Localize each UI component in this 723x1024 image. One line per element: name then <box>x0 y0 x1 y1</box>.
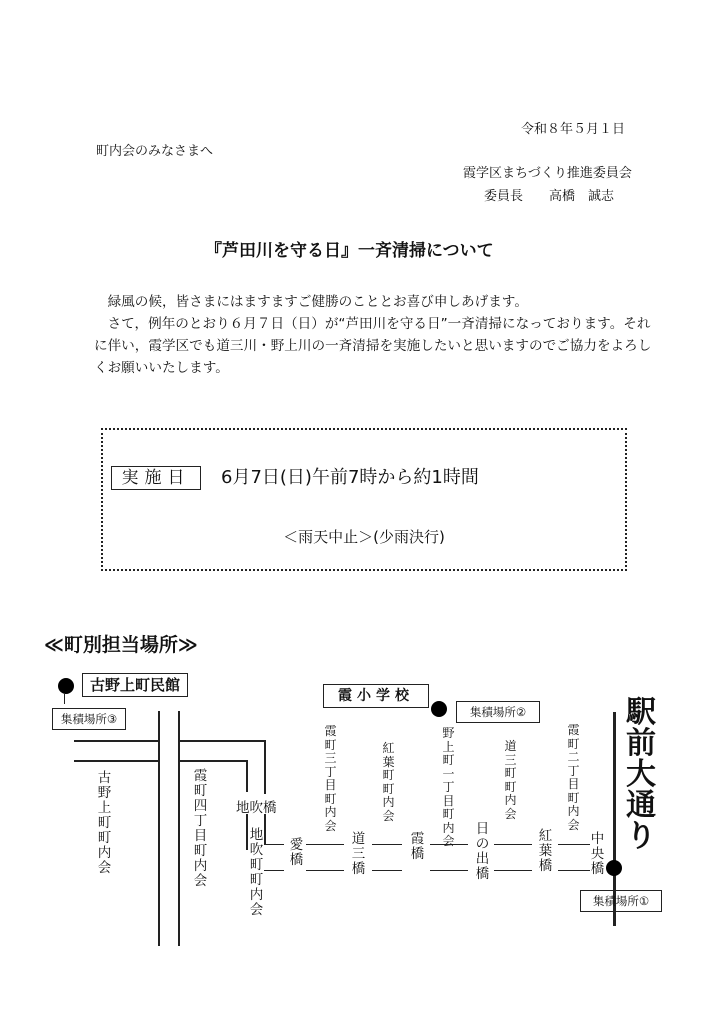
collection-point-2-label: 集積場所② <box>456 701 540 723</box>
river-line <box>306 844 344 845</box>
assoc-kasumi4: 霞町四丁目町内会 <box>193 768 208 889</box>
pointer-line <box>64 694 65 704</box>
road-line <box>180 760 246 762</box>
river-line <box>372 870 402 871</box>
river-line <box>264 814 266 844</box>
road-line <box>264 740 266 794</box>
body-text <box>94 291 654 379</box>
assoc-jifuki: 地吹町町内会 <box>249 827 264 918</box>
road-line <box>178 711 180 946</box>
kominkan-label: 古野上町民館 <box>82 673 188 697</box>
assoc-kasumi3: 霞町三丁目町内会 <box>324 724 337 833</box>
event-info-box <box>101 428 627 571</box>
bridge-ai: 愛橋 <box>289 837 304 868</box>
main-street-label: 駅前大通り <box>626 695 656 854</box>
collection-point-3-label: 集積場所③ <box>52 708 126 730</box>
assoc-dozo3: 道三町町内会 <box>504 739 517 821</box>
bridge-hinode: 日の出橋 <box>475 821 490 882</box>
announcement-paragraph: さて，例年のとおり６月７日（日）が“芦田川を守る日”一斉清掃になっております。それに伴い，霞学区でも道三川・野上川の一斉清掃を実施したいと思いますのでご協力をよろしくお願いいたします。 <box>94 316 652 376</box>
assoc-momiji: 紅葉町町内会 <box>382 741 395 823</box>
sender-name: 委員長 高橋 誠志 <box>484 189 615 204</box>
collection-point-1-marker-icon <box>606 860 622 876</box>
river-line <box>494 844 532 845</box>
greeting-paragraph: 緑風の候，皆さまにはますますご健勝のこととお喜び申しあげます。 <box>94 294 528 310</box>
kominkan-marker-icon <box>58 678 74 694</box>
rain-policy-note: ＜雨天中止＞(少雨決行) <box>283 528 445 546</box>
map-section-title: ≪町別担当場所≫ <box>44 634 198 656</box>
document-date: 令和８年５月１日 <box>521 122 626 137</box>
collection-point-1-label: 集積場所① <box>580 890 662 912</box>
assoc-nogami1: 野上町一丁目町内会 <box>442 726 455 848</box>
road-line <box>74 740 158 742</box>
sender-organization: 霞学区まちづくり推進委員会 <box>463 166 632 181</box>
recipient-line: 町内会のみなさまへ <box>96 144 214 159</box>
bridge-kasumi: 霞橋 <box>410 831 425 862</box>
river-line <box>558 844 590 845</box>
road-line <box>158 711 160 946</box>
river-line <box>430 870 468 871</box>
bridge-momiji: 紅葉橋 <box>538 828 553 874</box>
river-line <box>558 870 590 871</box>
river-line <box>494 870 532 871</box>
assoc-kasumi2: 霞町二丁目町内会 <box>567 723 580 832</box>
event-date-label: 実施日 <box>111 466 201 490</box>
road-line <box>180 740 264 742</box>
school-marker-icon <box>431 701 447 717</box>
river-line <box>264 870 284 871</box>
road-line <box>246 760 248 792</box>
assoc-furunogami: 古野上町町内会 <box>97 770 112 876</box>
river-line <box>372 844 402 845</box>
school-label: 霞小学校 <box>323 684 429 708</box>
road-line <box>74 760 158 762</box>
event-datetime: 6月7日(日)午前7時から約1時間 <box>221 467 479 488</box>
document-title: 『芦田川を守る日』一斉清掃について <box>205 241 494 261</box>
bridge-chuo: 中央橋 <box>590 831 605 877</box>
bridge-dozo: 道三橋 <box>351 831 366 877</box>
bridge-jifuki: 地吹橋 <box>236 800 277 816</box>
river-line <box>306 870 344 871</box>
river-line <box>264 844 284 845</box>
river-line <box>246 814 248 850</box>
